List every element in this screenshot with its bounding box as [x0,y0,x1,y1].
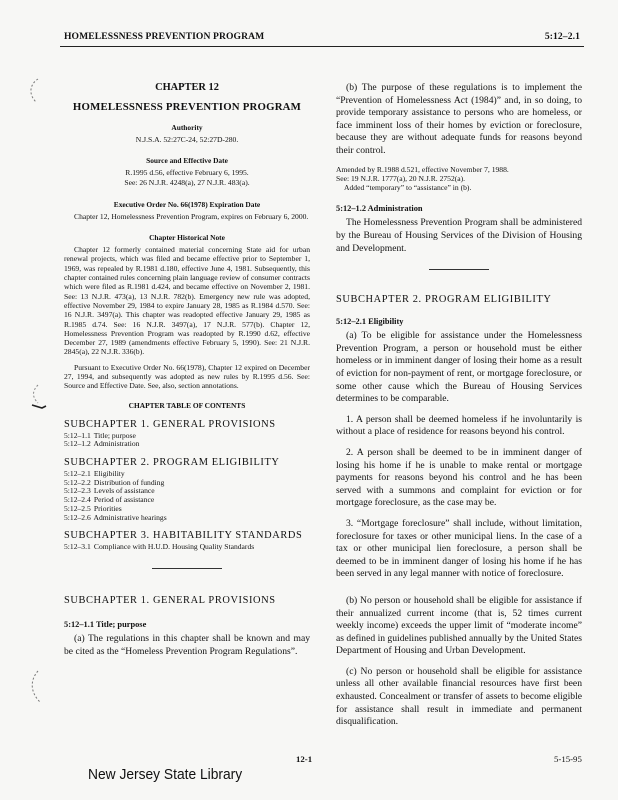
historical-note-text: Chapter 12 formerly contained material concerning State aid for urban renewal projects, which was filed and became effective prior to September 1, 1969, was repealed by R.1981 d.180, effective June 4, 1981. Subsequently, this chapter contained rules concerning plain language review of consumer contracts which were filed as R.1981 d.424, and became effective on November 2, 1981. See: 13 N.J.R. 473(a), 13 N.J.R. 782(b). Emergency new rule was adopted, effective November 29, 1984 to expire January 28, 1985 as R.1984 d.570. See: 16 N.J.R. 3497(a). This chapter was readopted effective January 29, 1985 as R.1985 d.74. See: 16 N.J.R. 3497(a), 17 N.J.R. 577(b). Chapter 12, Homelessness Prevention Program was readopted by R.1990 d.62, effective December 27, 1989 (amendments effective February 5, 1990). See: 21 N.J.R. 2845(a), 22 N.J.R. 336(b). [64,245,310,357]
section-2-1-item-1: 1. A person shall be deemed homeless if he involuntarily is without a place of residence for reasons beyond his control. [336,413,582,438]
page-number: 12-1 [296,754,313,764]
executive-order-label: Executive Order No. 66(1978) Expiration Date [113,199,261,209]
section-1-1-paragraph-a: (a) The regulations in this chapter shall be known and may be cited as the “Homeless Prevention Program Regulations”. [64,632,310,657]
header-section-number: 5:12–2.1 [544,31,580,42]
toc-item[interactable]: 5:12–1.1 Title; purpose [64,430,136,440]
section-1-2-text: The Homelessness Prevention Program shall be administered by the Bureau of Housing Services of the Division of Housing and Development. [336,217,582,254]
source-line-1: R.1995 d.56, effective February 6, 1995. [125,168,249,178]
toc-subchapter-heading: SUBCHAPTER 3. HABITABILITY STANDARDS [64,530,303,542]
subchapter-1-heading: SUBCHAPTER 1. GENERAL PROVISIONS [64,594,276,606]
section-1-1-heading: 5:12–1.1 Title; purpose [64,619,147,629]
revision-date: 5-15-95 [554,754,582,764]
source-label: Source and Effective Date [146,156,228,166]
section-2-1-heading: 5:12–2.1 Eligibility [336,317,404,327]
toc-item[interactable]: 5:12–2.5 Priorities [64,503,122,513]
toc-subchapter-heading: SUBCHAPTER 1. GENERAL PROVISIONS [64,418,276,430]
toc-item[interactable]: 5:12–2.6 Administrative hearings [64,512,167,522]
toc-item[interactable]: 5:12–2.1 Eligibility [64,469,125,479]
section-divider [429,269,489,270]
section-2-1-paragraph-a: (a) To be eligible for assistance under the Homelessness Prevention Program, a person or household must be either homeless or in imminent danger of losing their home as a result of eviction for non-payment of rent, or mortgage foreclosure, or some other cause which the Bureau of Housing Services determines to be comparable. [336,330,582,405]
toc-item[interactable]: 5:12–2.4 Period of assistance [64,495,155,505]
toc-item[interactable]: 5:12–2.3 Levels of assistance [64,486,155,496]
amendment-note-line-1: Amended by R.1988 d.521, effective November 7, 1988. [336,164,509,174]
toc-item[interactable]: 5:12–3.1 Compliance with H.U.D. Housing Quality Standards [64,542,255,552]
toc-item[interactable]: 5:12–1.2 Administration [64,439,140,449]
section-2-1-paragraph-b: (b) No person or household shall be eligible for assistance if their annualized current income (that is, 52 times current weekly income) exceeds the upper limit of “moderate income” as defined in guidelines published annually by the United States Department of Housing and Urban Development. [336,594,582,657]
scan-mark [30,402,48,412]
historical-note-label: Chapter Historical Note [149,233,225,243]
subchapter-2-heading: SUBCHAPTER 2. PROGRAM ELIGIBILITY [336,294,552,306]
scan-mark [24,76,46,106]
section-2-1-item-2: 2. A person shall be deemed to be in imminent danger of losing his home if he is unable to make rental or mortgage payments for reasons beyond his control and he has been served with a summons and complaint for eviction or for mortgage foreclosure, as the case may be. [336,446,582,509]
chapter-number: CHAPTER 12 [155,82,219,93]
section-2-1-paragraph-c: (c) No person or household shall be eligible for assistance unless all other available financial resources have first been exhausted. Concealment or transfer of assets to become eligible for assistance shall result in immediate and permanent disqualification. [336,665,582,728]
toc-item[interactable]: 5:12–2.2 Distribution of funding [64,477,165,487]
section-1-2-heading: 5:12–1.2 Administration [336,204,423,214]
historical-note-text-2: Pursuant to Executive Order No. 66(1978), Chapter 12 expired on December 27, 1994, and subsequently was adopted as new rules by R.1995 d.56. See: Source and Effective Date. See, also, section annotations. [64,362,310,391]
amendment-note-line-2: See: 19 N.J.R. 1777(a), 20 N.J.R. 2752(a). [336,173,466,183]
right-column [336,82,582,729]
section-1-1-paragraph-b: (b) The purpose of these regulations is to implement the “Prevention of Homelessness Act (1984)” and, in so doing, to provide temporary assistance to persons who are homeless, or face imminent loss of their homes by eviction or foreclosure, because they are without adequate funds for reasons beyond their control. [336,82,582,156]
header-rule [60,46,584,47]
table-of-contents [64,419,310,552]
chapter-title: HOMELESSNESS PREVENTION PROGRAM [72,101,302,113]
amendment-note-line-3: Added “temporary” to “assistance” in (b). [344,183,472,193]
section-divider [152,568,222,569]
running-header [64,31,580,42]
toc-label: CHAPTER TABLE OF CONTENTS [128,400,246,410]
authority-text: N.J.S.A. 52:27C-24, 52:27D-280. [135,135,239,144]
library-stamp: New Jersey State Library [88,766,243,783]
section-2-1-item-3: 3. “Mortgage foreclosure” shall include, without limitation, foreclosure for taxes or other municipal liens. In the case of a tax or other municipal lien foreclosure, a person shall be deemed to be in imminent danger of losing his home if he has been served in any legal manner with notice of foreclosure. [336,517,582,580]
executive-order-text: Chapter 12, Homelessness Prevention Program, expires on February 6, 2000. [74,211,309,221]
toc-subchapter-heading: SUBCHAPTER 2. PROGRAM ELIGIBILITY [64,457,280,469]
left-column [64,82,310,658]
header-title: HOMELESSNESS PREVENTION PROGRAM [64,31,265,42]
source-line-2: See: 26 N.J.R. 4248(a), 27 N.J.R. 483(a). [124,177,250,187]
scan-mark [24,668,46,708]
authority-label: Authority [171,123,203,132]
